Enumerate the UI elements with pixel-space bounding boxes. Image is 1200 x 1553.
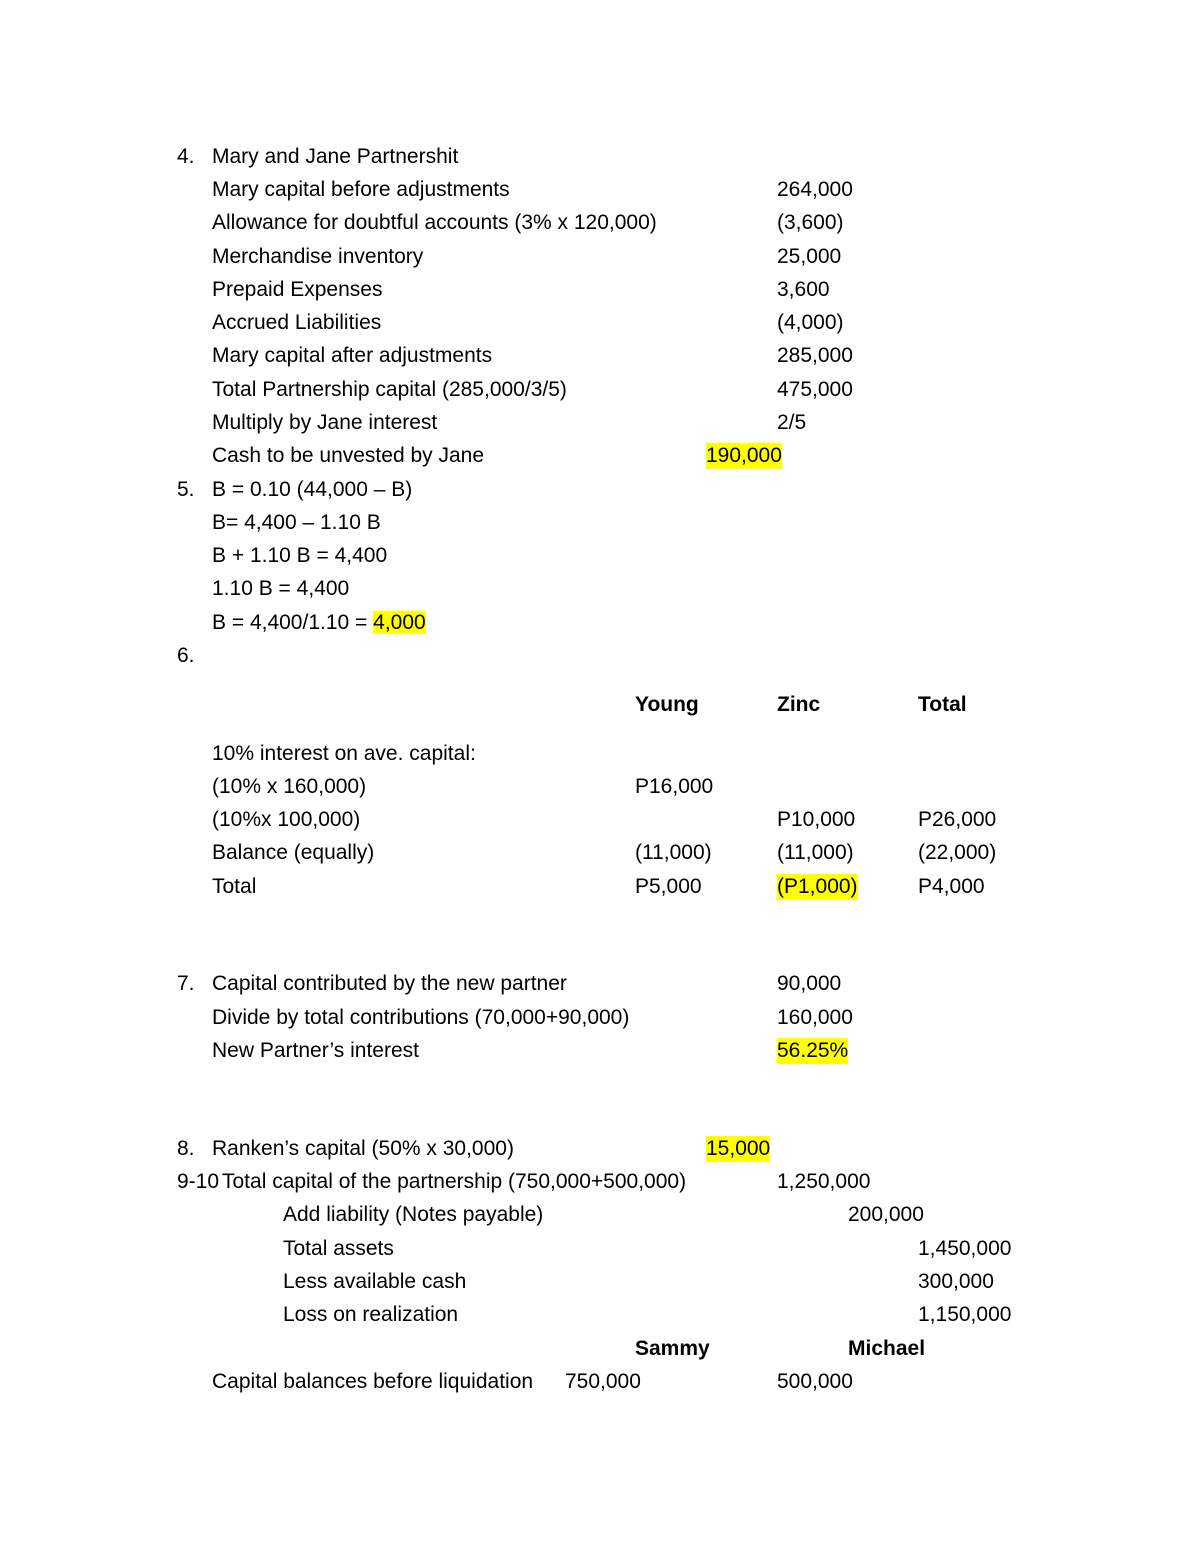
q6-section-label: 10% interest on ave. capital:: [212, 742, 476, 765]
q5-equation-line: B= 4,400 – 1.10 B: [212, 511, 381, 534]
q7-answer-label: New Partner’s interest: [212, 1039, 419, 1062]
q910-loss-label: Loss on realization: [283, 1303, 459, 1326]
q4-row-label: Allowance for doubtful accounts (3% x 120,000): [212, 211, 657, 234]
q6-row-zinc: (11,000): [777, 841, 854, 864]
q6-number: 6.: [177, 644, 195, 667]
q4-answer-label: Cash to be unvested by Jane: [212, 444, 485, 467]
q6-row-young: (11,000): [635, 841, 712, 864]
q910-balances-michael: 500,000: [777, 1370, 853, 1393]
q910-balances-label: Capital balances before liquidation: [212, 1370, 534, 1393]
q6-header-young: Young: [635, 693, 699, 716]
q6-row-label: (10%x 100,000): [212, 808, 361, 831]
q8-label: Ranken’s capital (50% x 30,000): [212, 1137, 514, 1160]
q4-row-value: 285,000: [777, 344, 853, 367]
q6-total-total: P4,000: [918, 875, 985, 898]
q4-row-label: Mary capital before adjustments: [212, 178, 510, 201]
q6-header-total: Total: [918, 693, 967, 716]
q4-number: 4.: [177, 145, 195, 168]
q4-row-label: Total Partnership capital (285,000/3/5): [212, 378, 567, 401]
q910-balances-sammy: 750,000: [565, 1370, 641, 1393]
q6-total-label: Total: [212, 875, 257, 898]
q4-row-label: Multiply by Jane interest: [212, 411, 438, 434]
q910-cash-value: 300,000: [918, 1270, 994, 1293]
q6-row-total: P26,000: [918, 808, 997, 831]
q4-row-label: Mary capital after adjustments: [212, 344, 493, 367]
q910-assets-label: Total assets: [283, 1237, 394, 1260]
q7-row-value: 90,000: [777, 972, 842, 995]
q4-row-value: 3,600: [777, 278, 830, 301]
q910-loss-value: 1,150,000: [918, 1303, 1012, 1326]
q6-row-zinc: P10,000: [777, 808, 856, 831]
q910-cash-label: Less available cash: [283, 1270, 467, 1293]
q6-total-zinc-highlight: (P1,000): [777, 875, 858, 898]
q910-add-value: 200,000: [848, 1203, 924, 1226]
q4-row-label: Accrued Liabilities: [212, 311, 382, 334]
q6-row-label: Balance (equally): [212, 841, 375, 864]
q8-answer-highlight: 15,000: [706, 1137, 771, 1160]
q4-row-label: Merchandise inventory: [212, 245, 424, 268]
q5-number: 5.: [177, 478, 195, 501]
q7-row-label: Capital contributed by the new partner: [212, 972, 567, 995]
q6-total-young: P5,000: [635, 875, 702, 898]
q6-row-label: (10% x 160,000): [212, 775, 367, 798]
q910-assets-value: 1,450,000: [918, 1237, 1012, 1260]
q910-add-label: Add liability (Notes payable): [283, 1203, 544, 1226]
q7-number: 7.: [177, 972, 195, 995]
q910-title-value: 1,250,000: [777, 1170, 871, 1193]
q6-row-young: P16,000: [635, 775, 714, 798]
q5-answer-highlight: 4,000: [373, 611, 426, 634]
q7-answer-highlight: 56.25%: [777, 1039, 849, 1062]
q910-title: Total capital of the partnership (750,000+500,000): [222, 1170, 687, 1193]
q5-last-line-text: B = 4,400/1.10 =: [212, 611, 368, 634]
q4-row-value: (4,000): [777, 311, 844, 334]
q6-header-zinc: Zinc: [777, 693, 821, 716]
q5-equation-last-line: [212, 610, 426, 636]
q4-row-label: Prepaid Expenses: [212, 278, 383, 301]
q8-number: 8.: [177, 1137, 195, 1160]
q5-equation-line: B + 1.10 B = 4,400: [212, 544, 388, 567]
q910-number: 9-10: [177, 1170, 220, 1193]
q5-equation-line: B = 0.10 (44,000 – B): [212, 478, 413, 501]
q4-row-value: 2/5: [777, 411, 807, 434]
q5-equation-line: 1.10 B = 4,400: [212, 577, 350, 600]
q4-row-value: 25,000: [777, 245, 842, 268]
q4-row-value: (3,600): [777, 211, 844, 234]
q4-row-value: 264,000: [777, 178, 853, 201]
q910-header-michael: Michael: [848, 1337, 926, 1360]
q4-title: Mary and Jane Partnershit: [212, 145, 459, 168]
q4-answer-highlight: 190,000: [706, 444, 782, 467]
q7-row-label: Divide by total contributions (70,000+90,000): [212, 1006, 630, 1029]
q7-row-value: 160,000: [777, 1006, 853, 1029]
q4-row-value: 475,000: [777, 378, 853, 401]
q6-row-total: (22,000): [918, 841, 997, 864]
q910-header-sammy: Sammy: [635, 1337, 710, 1360]
